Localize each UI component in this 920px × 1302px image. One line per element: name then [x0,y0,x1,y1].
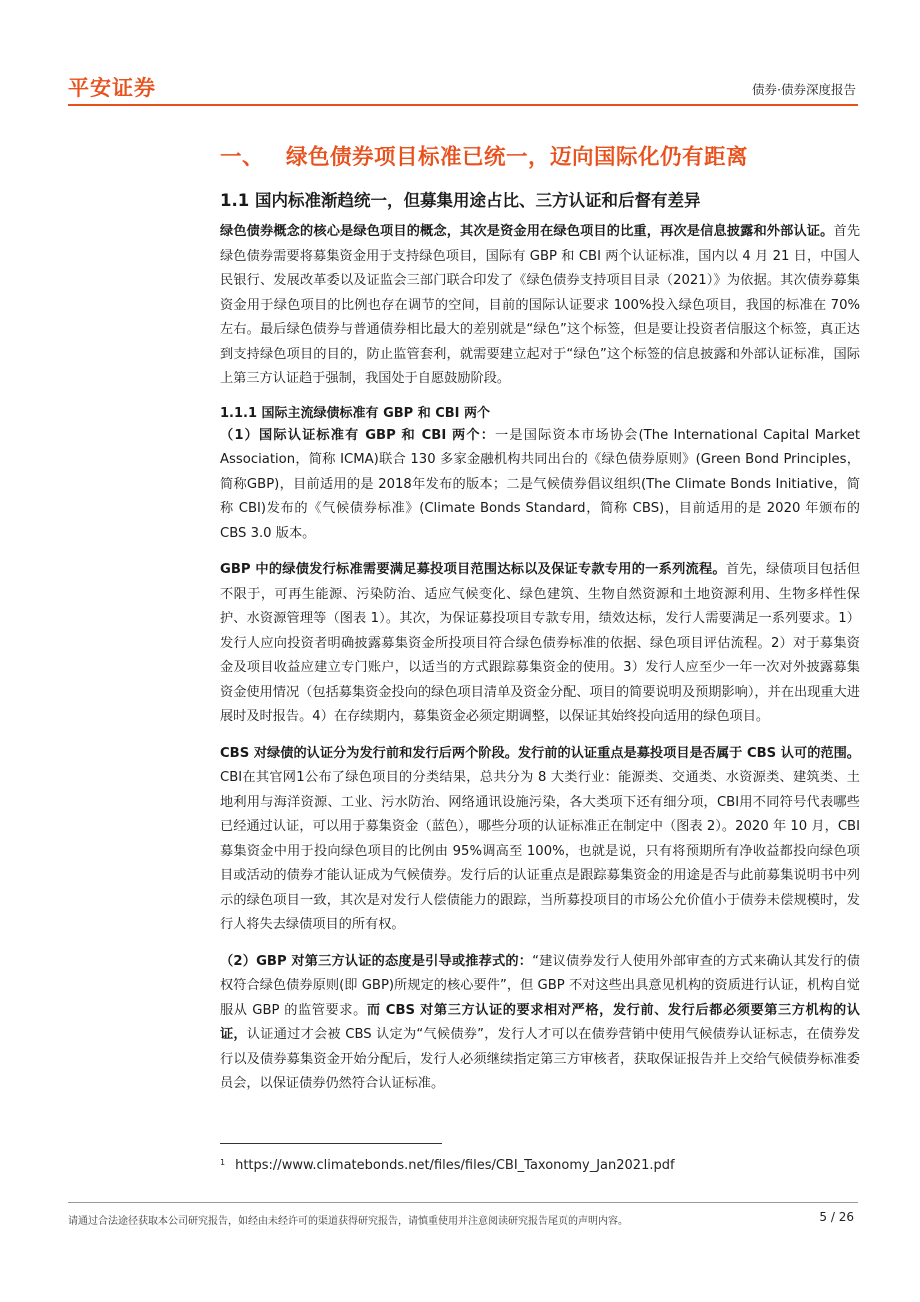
chapter-title: 绿色债券项目标准已统一，迈向国际化仍有距离 [286,145,749,170]
footer-disclaimer: 请通过合法途径获取本公司研究报告，如经由未经许可的渠道获得研究报告，请慎重使用并注意阅读研究报告尾页的声明内容。 [68,1216,628,1227]
report-type-label: 债券·债券深度报告 [752,82,856,97]
footnote-marker: 1 [220,1158,226,1167]
paragraph-emphasis: 而 CBS 对第三方认证的要求相对严格，发行前、发行后都必须要第三方机构的认证， [220,1002,860,1042]
footnote-link[interactable]: https://www.climatebonds.net/files/files/CBI_Taxonomy_Jan2021.pdf [235,1158,675,1173]
section-heading: 1.1 国内标准渐趋统一，但募集用途占比、三方认证和后督有差异 [220,191,701,210]
paragraph-international-standards [220,424,860,547]
paragraph-lead: 绿色债券概念的核心是绿色项目的概念，其次是资金用在绿色项目的比重，再次是信息披露和外部认证。 [220,224,834,239]
header-divider [68,104,858,106]
chapter-number: 一、 [220,145,265,170]
paragraph-body-continued: 认证通过才会被 CBS 认定为“气候债券”，发行人才可以在债券营销中使用气候债券认证标志，在债券发行以及债券募集资金开始分配后，发行人必须继续指定第三方审核者，获取保证报告并上交给气候债券标准委员会，以保证债券仍然符合认证标准。 [220,1027,860,1091]
subsection-heading: 1.1.1 国际主流绿债标准有 GBP 和 CBI 两个 [220,405,491,421]
paragraph-body: 首先绿色债券需要将募集资金用于支持绿色项目，国际有 GBP 和 CBI 两个认证标准，国内以 4 月 21 日，中国人民银行、发展改革委以及证监会三部门联合印发了《绿色债券支持项目目录（2021）》为依据。其次债券募集资金用于绿色项目的比例也存在调节的空间，目前的国际认证要求 100%投入绿色项目，我国的标准在 70%左右。最后绿色债券与普通债券相比最大的差别就是“绿色”这个标签，但是要让投资者信服这个标签，真正达到支持绿色项目的目的，防止监管套利，就需要建立起对于“绿色”这个标签的信息披露和外部认证标准，国际上第三方认证趋于强制，我国处于自愿鼓励阶段。 [220,224,861,386]
footnote [220,1158,675,1173]
chapter-heading [220,140,860,176]
paragraph-lead: （2）GBP 对第三方认证的态度是引导或推荐式的： [220,953,533,969]
company-logo: 平安证券 [68,76,156,100]
paragraph-cbs-certification [220,742,860,938]
main-content [220,140,860,1109]
paragraph-lead: CBS 对绿债的认证分为发行前和发行后两个阶段。发行前的认证重点是募投项目是否属于 CBS 认可的范围。 [220,745,860,761]
paragraph-body: 首先，绿债项目包括但不限于，可再生能源、污染防治、适应气候变化、绿色建筑、生物自然资源和土地资源利用、生物多样性保护、水资源管理等（图表 1）。其次，为保证募投项目专款专用，绩效达标，发行人需要满足一系列要求。1）发行人应向投资者明确披露募集资金所投项目符合绿色债券标准的依据、绿色项目评估流程。2）对于募集资金及项目收益应建立专门账户，以适当的方式跟踪募集资金的使用。3）发行人应至少一年一次对外披露募集资金使用情况（包括募集资金投向的绿色项目清单及资金分配、项目的简要说明及预期影响），并在出现重大进展时及时报告。4）在存续期内，募集资金必须定期调整，以保证其始终投向适用的绿色项目。 [220,562,861,724]
paragraph-body: 一是国际资本市场协会(The International Capital Market Association，简称 ICMA)联合 130 多家金融机构共同出台的《绿色债券原则》(Green Bond Principles，简称GBP)，目前适用的是 2018年发布的版本；二是气候债券倡议组织(The Climate Bonds Initiative，简称 CBI)发布的《气候债券标准》(Climate Bonds Standard，简称 CBS)，目前适用的是 2020 年颁布的 CBS 3.0 版本。 [220,427,860,541]
paragraph-lead: （1）国际认证标准有 GBP 和 CBI 两个： [220,427,496,443]
paragraph-body: “建议债券发行人使用外部审查的方式来确认其发行的债权符合绿色债券原则(即 GBP)所规定的核心要件”，但 GBP 不对这些出具意见机构的资质进行认证，机构自觉服从 GBP 的监管要求。 [220,953,860,1018]
footer-divider [68,1202,858,1203]
paragraph-lead: GBP 中的绿债发行标准需要满足募投项目范围达标以及保证专款专用的一系列流程。 [220,562,726,577]
page-number: 5 / 26 [819,1210,854,1224]
paragraph-body: CBI在其官网1公布了绿色项目的分类结果，总共分为 8 大类行业：能源类、交通类、水资源类、建筑类、土地利用与海洋资源、工业、污水防治、网络通讯设施污染，各大类项下还有细分项，CBI用不同符号代表哪些已经通过认证，可以用于募集资金（蓝色），哪些分项的认证标准正在制定中（图表 2）。2020 年 10 月，CBI 募集资金中用于投向绿色项目的比例由 95%调高至 100%，也就是说，只有将预期所有净收益都投向绿色项目或活动的债券才能认证成为气候债券。发行后的认证重点是跟踪募集资金的用途是否与此前募集说明书中列示的绿色项目一致，其次是对发行人偿债能力的跟踪，当所募投项目的市场公允价值小于债券未偿规模时，发行人将失去绿债项目的所有权。 [220,770,860,932]
paragraph-third-party-certification [220,950,860,1097]
footnote-divider [220,1143,442,1144]
paragraph-gbp-standards [220,558,860,730]
paragraph-green-bond-concept [220,220,860,392]
